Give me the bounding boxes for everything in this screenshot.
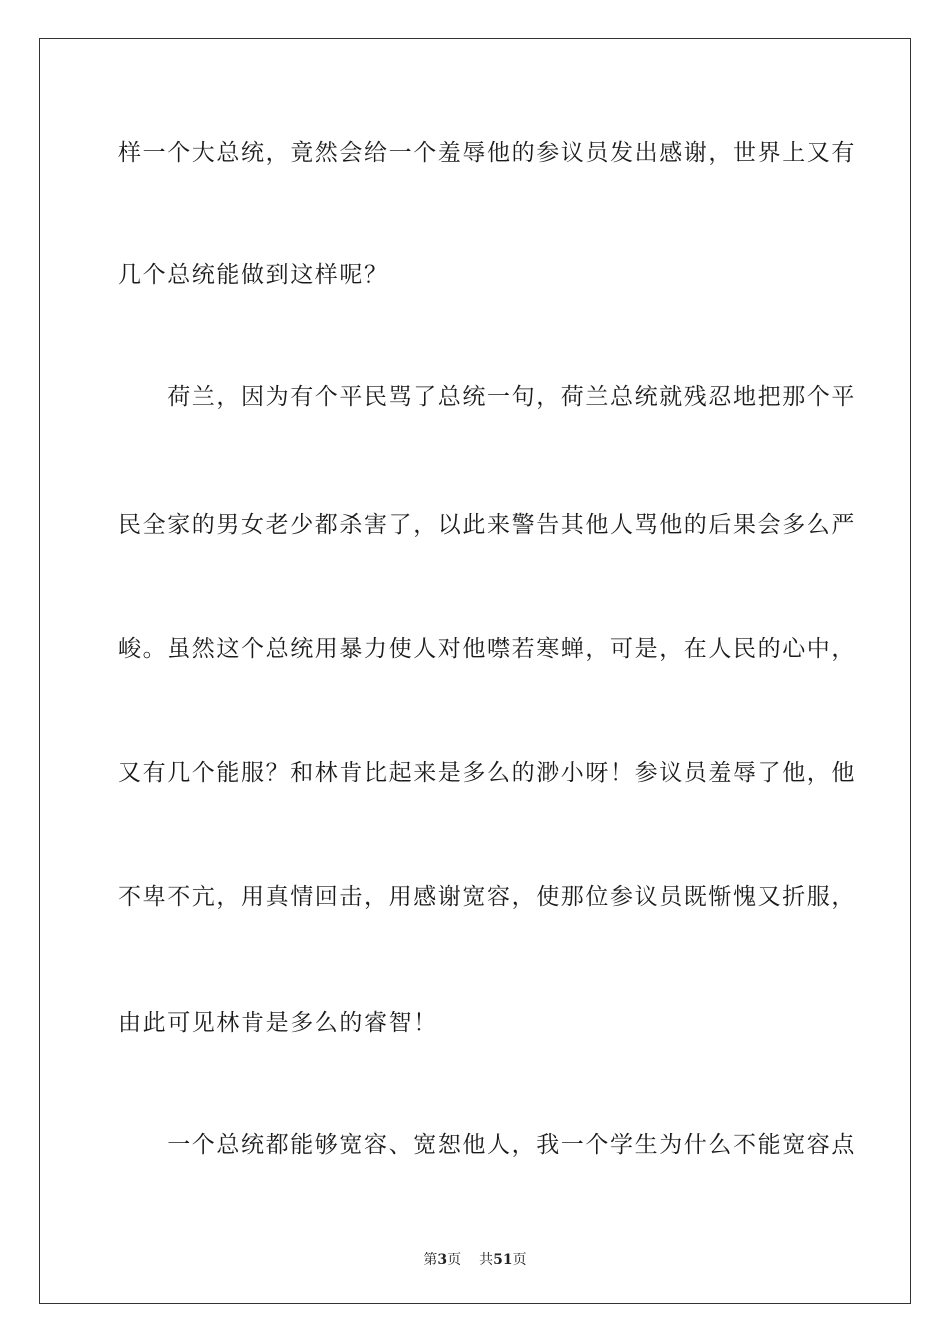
text-line-5: 峻。虽然这个总统用暴力使人对他噤若寒蝉，可是，在人民的心中， [118,636,856,662]
page-frame [39,38,911,1304]
text-line-3: 荷兰，因为有个平民骂了总统一句，荷兰总统就残忍地把那个平 [118,384,856,410]
total-suffix: 页 [512,1252,527,1268]
page-footer [0,1249,950,1269]
page-prefix: 第 [423,1252,438,1268]
total-page-number: 51 [493,1252,513,1268]
text-line-1: 样一个大总统，竟然会给一个羞辱他的参议员发出感谢，世界上又有 [118,140,856,166]
page-suffix: 页 [447,1252,462,1268]
text-line-9: 一个总统都能够宽容、宽恕他人，我一个学生为什么不能宽容点 [118,1132,856,1158]
text-line-4: 民全家的男女老少都杀害了，以此来警告其他人骂他的后果会多么严 [118,512,856,538]
text-line-2: 几个总统能做到这样呢？ [118,262,389,288]
text-line-8: 由此可见林肯是多么的睿智！ [118,1010,438,1036]
text-line-7: 不卑不亢，用真情回击，用感谢宽容，使那位参议员既惭愧又折服， [118,884,856,910]
text-line-6: 又有几个能服？和林肯比起来是多么的渺小呀！参议员羞辱了他，他 [118,760,856,786]
total-prefix: 共 [479,1252,494,1268]
current-page-number: 3 [437,1252,448,1268]
